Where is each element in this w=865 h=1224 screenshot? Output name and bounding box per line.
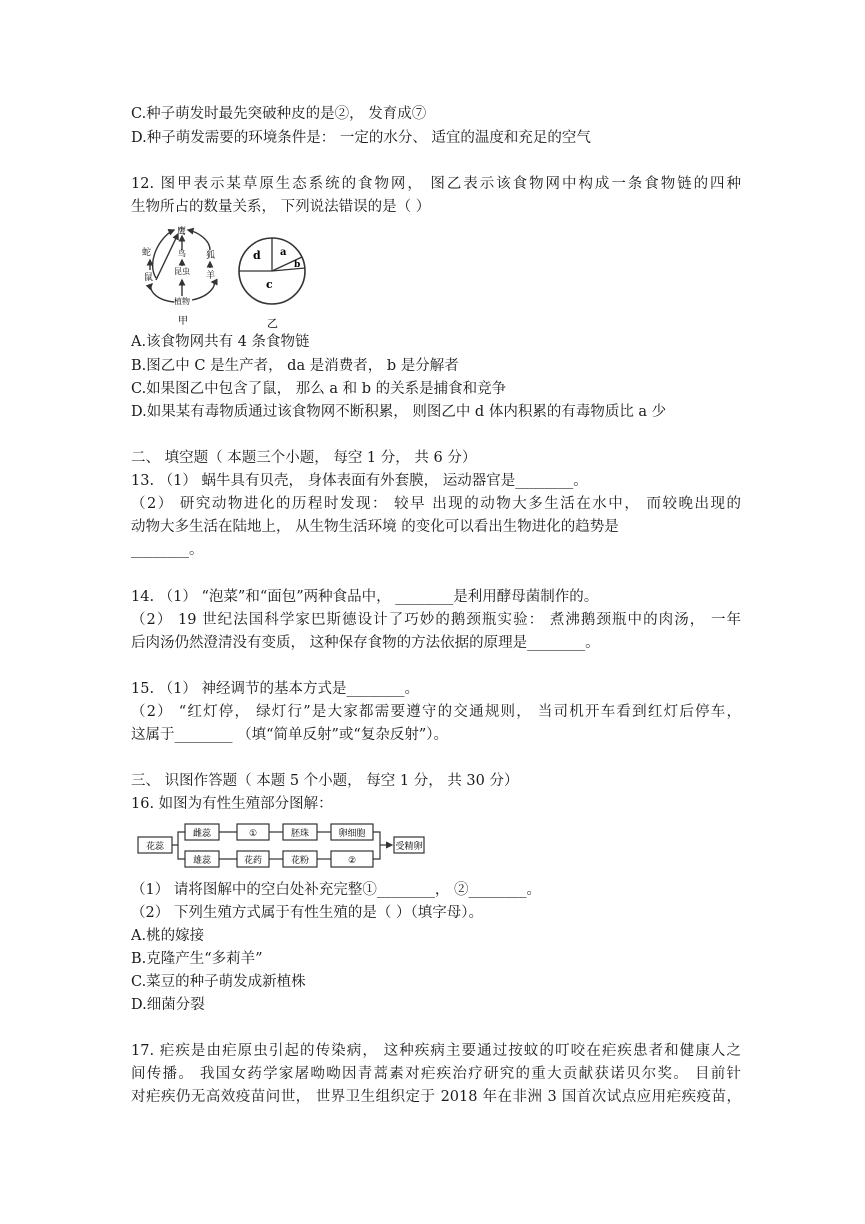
option-a-q16: A.桃的嫁接 (131, 928, 205, 944)
question-15-part-1: 15. （1） 神经调节的基本方式是________。 (131, 681, 420, 697)
option-c-q11: C.种子萌发时最先突破种皮的是②， 发育成⑦ (131, 106, 427, 122)
section-2-heading: 二、 填空题（ 本题三个小题， 每空 1 分， 共 6 分） (131, 450, 477, 466)
question-15-part-2-cont: 这属于________ （填“简单反射”或“复杂反射”）。 (131, 727, 449, 743)
pie-label-b: b (294, 260, 301, 270)
option-b-q12: B.图乙中 C 是生产者， da 是消费者， b 是分解者 (131, 358, 459, 374)
option-d-q11: D.种子萌发需要的环境条件是： 一定的水分、 适宜的温度和充足的空气 (131, 130, 591, 146)
reproduction-flow-diagram (136, 818, 426, 874)
food-web-sheep: 羊 (206, 271, 216, 281)
pie-caption: 乙 (267, 317, 278, 330)
question-16-stem: 16. 如图为有性生殖部分图解： (131, 796, 333, 812)
flow-stamen: 雄蕊 (192, 856, 212, 866)
pie-label-a: a (280, 247, 287, 258)
question-17-stem-cont-2: 对疟疾仍无高效疫苗问世， 世界卫生组织定于 2018 年在非洲 3 国首次试点应用疟疾疫苗， (131, 1089, 741, 1105)
question-17-stem-cont-1: 间传播。 我国女药学家屠呦呦因青蒿素对疟疾治疗研究的重大贡献获诺贝尔奖。 目前针 (131, 1066, 741, 1082)
pie-label-d: d (253, 249, 261, 262)
section-3-heading: 三、 识图作答题（ 本题 5 个小题， 每空 1 分， 共 30 分） (131, 773, 519, 789)
food-web-mouse: 鼠 (144, 273, 154, 283)
flow-pistil: 雌蕊 (192, 829, 212, 839)
question-14-part-1: 14. （1） “泡菜”和“面包”两种食品中， ________是利用酵母菌制作的。 (131, 589, 599, 605)
option-d-q16: D.细菌分裂 (131, 997, 205, 1013)
question-14-part-2: （2） 19 世纪法国科学家巴斯德设计了巧妙的鹅颈瓶实验： 煮沸鹅颈瓶中的肉汤， 一年 (131, 612, 741, 628)
question-17-stem: 17. 疟疾是由疟原虫引起的传染病， 这种疾病主要通过按蚊的叮咬在疟疾患者和健康人之 (131, 1043, 741, 1059)
flow-zygote: 受精卵 (395, 842, 423, 852)
question-13-part-2-cont: 动物大多生活在陆地上， 从生物生活环境 的变化可以看出生物进化的趋势是 (131, 519, 619, 535)
food-web-eagle: 鹰 (177, 227, 187, 237)
flow-ovule: 胚珠 (290, 829, 310, 839)
flow-blank-1: ① (248, 829, 258, 839)
flow-flower: 花蕊 (145, 842, 165, 852)
food-web-fox: 狐 (206, 251, 216, 261)
food-web-plant: 植物 (174, 297, 190, 306)
option-b-q16: B.克隆产生“多莉羊” (131, 951, 263, 967)
food-web-bird: 鸟 (178, 249, 186, 258)
flow-egg: 卵细胞 (338, 829, 366, 839)
food-web-snake: 蛇 (142, 248, 152, 258)
question-16-part-1: （1） 请将图解中的空白处补充完整①________， ②________。 (131, 882, 541, 898)
option-c-q12: C.如果图乙中包含了鼠， 那么 a 和 b 的关系是捕食和竞争 (131, 381, 507, 397)
option-c-q16: C.菜豆的种子萌发成新植株 (131, 974, 306, 990)
flow-pollen: 花粉 (290, 856, 310, 866)
question-12-stem-cont: 生物所占的数量关系， 下列说法错误的是（ ） (131, 199, 431, 215)
flow-blank-2: ② (347, 856, 357, 866)
food-web-insect: 昆虫 (174, 267, 190, 276)
food-web-figure (138, 222, 228, 327)
pie-figure (236, 226, 312, 330)
option-d-q12: D.如果某有毒物质通过该食物网不断积累， 则图乙中 d 体内积累的有毒物质比 a 少 (131, 404, 667, 420)
question-16-part-2: （2） 下列生殖方式属于有性生殖的是（ ）（填字母）。 (131, 905, 483, 921)
question-15-part-2: （2） “红灯停， 绿灯行”是大家都需要遵守的交通规则， 当司机开车看到红灯后停车， (131, 704, 741, 720)
question-13-blank: ________。 (131, 542, 204, 558)
question-13-part-2: （2） 研究动物进化的历程时发现： 较早 出现的动物大多生活在水中， 而较晚出现的 (131, 496, 741, 512)
pie-label-c: c (266, 278, 273, 291)
question-13-part-1: 13. （1） 蜗牛具有贝壳， 身体表面有外套膜， 运动器官是________。 (131, 473, 588, 489)
food-web-caption: 甲 (178, 316, 188, 327)
question-14-part-2-cont: 后肉汤仍然澄清没有变质， 这种保存食物的方法依据的原理是________。 (131, 635, 600, 651)
question-12-stem: 12. 图甲表示某草原生态系统的食物网， 图乙表示该食物网中构成一条食物链的四种 (131, 176, 741, 192)
flow-anther: 花药 (243, 856, 263, 866)
option-a-q12: A.该食物网共有 4 条食物链 (131, 334, 310, 350)
food-web-arrows (150, 230, 214, 302)
